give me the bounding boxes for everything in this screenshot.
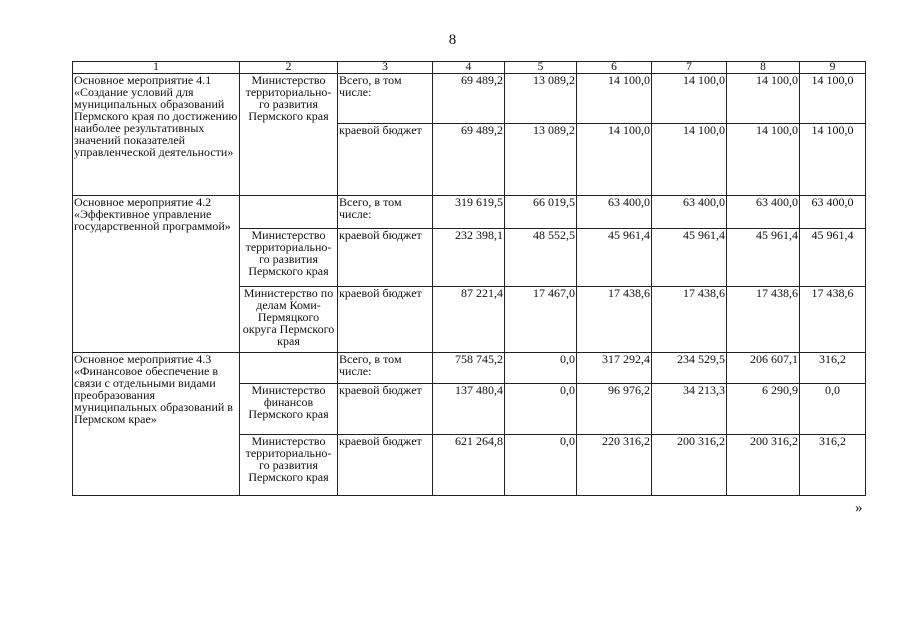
value-cell: 96 976,2: [577, 384, 652, 435]
value-cell: 63 400,0: [800, 196, 866, 229]
value-cell: 200 316,2: [652, 435, 727, 496]
source-cell: краевой бюджет: [338, 287, 433, 353]
header-cell: 7: [652, 62, 727, 74]
header-cell: 3: [338, 62, 433, 74]
source-cell: краевой бюджет: [338, 435, 433, 496]
continuation-mark: »: [855, 500, 863, 516]
value-cell: 0,0: [800, 384, 866, 435]
value-cell: 206 607,1: [727, 353, 800, 384]
header-cell: 1: [73, 62, 240, 74]
page-number: 8: [448, 32, 457, 48]
header-cell: 6: [577, 62, 652, 74]
value-cell: 17 438,6: [800, 287, 866, 353]
header-cell: 5: [505, 62, 577, 74]
executor-cell: [240, 196, 338, 229]
value-cell: 34 213,3: [652, 384, 727, 435]
value-cell: 234 529,5: [652, 353, 727, 384]
value-cell: 0,0: [505, 435, 577, 496]
table-row: [73, 196, 866, 229]
value-cell: 317 292,4: [577, 353, 652, 384]
value-cell: 0,0: [505, 353, 577, 384]
value-cell: 13 089,2: [505, 124, 577, 196]
source-cell: Всего, в том числе:: [338, 74, 433, 124]
header-cell: 9: [800, 62, 866, 74]
header-cell: 4: [433, 62, 505, 74]
executor-cell: Министерство по делам Коми-Пермяцкого округа Пермского края: [240, 287, 338, 353]
budget-table: [72, 61, 866, 496]
header-row: [73, 62, 866, 74]
value-cell: 14 100,0: [577, 124, 652, 196]
activity-cell: Основное мероприятие 4.3 «Финансовое обеспечение в связи с отдельными видами преобразования муниципальных образований в Пермском крае»: [73, 353, 240, 496]
value-cell: 14 100,0: [652, 74, 727, 124]
value-cell: 45 961,4: [577, 229, 652, 287]
value-cell: 66 019,5: [505, 196, 577, 229]
value-cell: 14 100,0: [727, 124, 800, 196]
value-cell: 69 489,2: [433, 74, 505, 124]
value-cell: 17 467,0: [505, 287, 577, 353]
header-cell: 2: [240, 62, 338, 74]
value-cell: 14 100,0: [800, 124, 866, 196]
value-cell: 14 100,0: [727, 74, 800, 124]
value-cell: 63 400,0: [577, 196, 652, 229]
value-cell: 0,0: [505, 384, 577, 435]
value-cell: 137 480,4: [433, 384, 505, 435]
value-cell: 14 100,0: [577, 74, 652, 124]
value-cell: 13 089,2: [505, 74, 577, 124]
executor-cell: Министерство территориально-го развития Пермского края: [240, 435, 338, 496]
executor-cell: Министерство финансов Пермского края: [240, 384, 338, 435]
source-cell: краевой бюджет: [338, 229, 433, 287]
value-cell: 17 438,6: [652, 287, 727, 353]
value-cell: 63 400,0: [727, 196, 800, 229]
value-cell: 758 745,2: [433, 353, 505, 384]
value-cell: 200 316,2: [727, 435, 800, 496]
table-row: [73, 353, 866, 384]
table-row: [73, 74, 866, 124]
value-cell: 621 264,8: [433, 435, 505, 496]
executor-cell: [240, 353, 338, 384]
value-cell: 17 438,6: [727, 287, 800, 353]
source-cell: Всего, в том числе:: [338, 353, 433, 384]
activity-cell: Основное мероприятие 4.2 «Эффективное управление государственной программой»: [73, 196, 240, 353]
value-cell: 63 400,0: [652, 196, 727, 229]
executor-cell: Министерство территориально-го развития Пермского края: [240, 229, 338, 287]
value-cell: 6 290,9: [727, 384, 800, 435]
value-cell: 316,2: [800, 435, 866, 496]
value-cell: 87 221,4: [433, 287, 505, 353]
value-cell: 48 552,5: [505, 229, 577, 287]
value-cell: 232 398,1: [433, 229, 505, 287]
activity-cell: Основное мероприятие 4.1 «Создание условий для муниципальных образований Пермского края по достижению наиболее результативных значений показателей управленческой деятельности»: [73, 74, 240, 196]
source-cell: краевой бюджет: [338, 384, 433, 435]
value-cell: 220 316,2: [577, 435, 652, 496]
value-cell: 17 438,6: [577, 287, 652, 353]
value-cell: 45 961,4: [652, 229, 727, 287]
value-cell: 45 961,4: [727, 229, 800, 287]
source-cell: Всего, в том числе:: [338, 196, 433, 229]
value-cell: 14 100,0: [652, 124, 727, 196]
value-cell: 14 100,0: [800, 74, 866, 124]
value-cell: 69 489,2: [433, 124, 505, 196]
value-cell: 45 961,4: [800, 229, 866, 287]
value-cell: 319 619,5: [433, 196, 505, 229]
source-cell: краевой бюджет: [338, 124, 433, 196]
executor-cell: Министерство территориально-го развития Пермского края: [240, 74, 338, 196]
header-cell: 8: [727, 62, 800, 74]
value-cell: 316,2: [800, 353, 866, 384]
